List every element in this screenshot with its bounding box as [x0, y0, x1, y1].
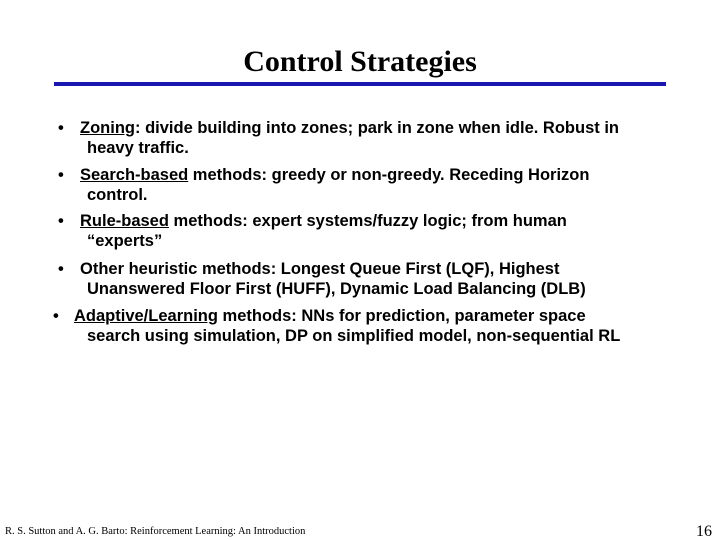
footer-citation: R. S. Sutton and A. G. Barto: Reinforcement Learning: An Introduction — [5, 526, 306, 537]
bullet-rule-based — [58, 211, 698, 251]
bullet-continuation: heavy traffic. — [87, 139, 189, 157]
bullet-zoning — [58, 118, 698, 158]
bullet-adaptive-learning — [53, 306, 698, 346]
bullet-continuation: search using simulation, DP on simplified model, non-sequential RL — [87, 327, 621, 345]
bullet-term: Search-based — [80, 166, 189, 184]
bullet-continuation: Unanswered Floor First (HUFF), Dynamic Load Balancing (DLB) — [87, 280, 586, 298]
bullet-dot: • — [58, 212, 64, 230]
bullet-continuation: “experts” — [87, 232, 163, 250]
bullet-term: Rule-based — [80, 212, 169, 230]
bullet-dot: • — [58, 166, 64, 184]
page-number: 16 — [696, 523, 712, 540]
bullet-term: Zoning — [80, 119, 135, 137]
bullet-text: methods: NNs for prediction, parameter space — [217, 307, 586, 325]
title-underline-rule — [54, 82, 666, 86]
slide-title: Control Strategies — [243, 45, 477, 78]
bullet-text: methods: greedy or non-greedy. Receding Horizon — [188, 166, 590, 184]
bullet-text: Other heuristic methods: Longest Queue First (LQF), Highest — [80, 260, 560, 278]
bullet-dot: • — [53, 307, 59, 325]
bullet-dot: • — [58, 260, 64, 278]
bullet-term: Adaptive/Learning — [74, 307, 218, 325]
bullet-text: methods: expert systems/fuzzy logic; from human — [168, 212, 567, 230]
bullet-continuation: control. — [87, 186, 148, 204]
bullet-dot: • — [58, 119, 64, 137]
bullet-search-based — [58, 165, 698, 205]
bullet-text: : divide building into zones; park in zone when idle. Robust in — [134, 119, 619, 137]
bullet-other-heuristic — [58, 259, 698, 299]
